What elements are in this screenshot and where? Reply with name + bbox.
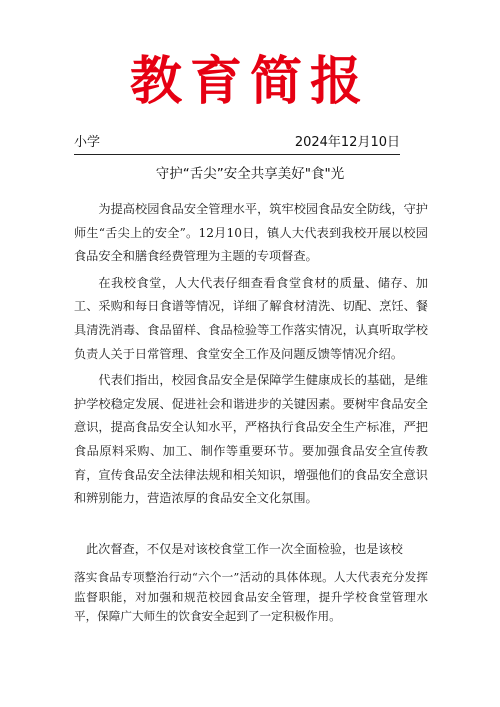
issue-date: 2024年12月10日 xyxy=(294,135,400,150)
closing-paragraph-rest: 落实食品专项整治行动“六个一”活动的具体体现。人大代表充分发挥监督职能，对加强和规范校园食品安全管理，提升学校食堂管理水平，保障广大师生的饮食安全起到了一定积极作用。 xyxy=(74,570,428,623)
masthead-title: 教育简报 xyxy=(129,51,370,112)
paragraph-3: 代表们指出，校园食品安全是保障学生健康成长的基础，是维护学校稳定发展、促进社会和谐进步的关键因素。要树牢食品安全意识，提高食品安全认知水平，严格执行食品安全生产标准，严把食品原料采购、加工、制作等重要环节。要加强食品安全宣传教育，宣传食品安全法律法规和相关知识，增强他们的食品安全意识和辨别能力，营造浓厚的食品安全文化氛围。 xyxy=(74,373,428,506)
article-headline: 守护“舌尖”安全共享美好"食"光 xyxy=(155,166,345,182)
closing-paragraph-first-line: 此次督查，不仅是对该校食堂工作一次全面检验，也是该校 xyxy=(86,542,403,556)
school-level-label: 小学 xyxy=(74,135,101,150)
article-body xyxy=(74,198,428,514)
paragraph-2: 在我校食堂，人大代表仔细查看食堂食材的质量、储存、加工、采购和每日食谱等情况，详细了解食材清洗、切配、烹饪、餐具清洗消毒、食品留样、食品检验等工作落实情况，认真听取学校负责人关于日常管理、食堂安全工作及问题反馈等情况介绍。 xyxy=(74,275,428,361)
issue-meta-row xyxy=(74,134,400,155)
paragraph-1: 为提高校园食品安全管理水平，筑牢校园食品安全防线，守护师生“舌尖上的安全”。12月10日，镇人大代表到我校开展以校园食品安全和膳食经费管理为主题的专项督查。 xyxy=(74,202,428,264)
